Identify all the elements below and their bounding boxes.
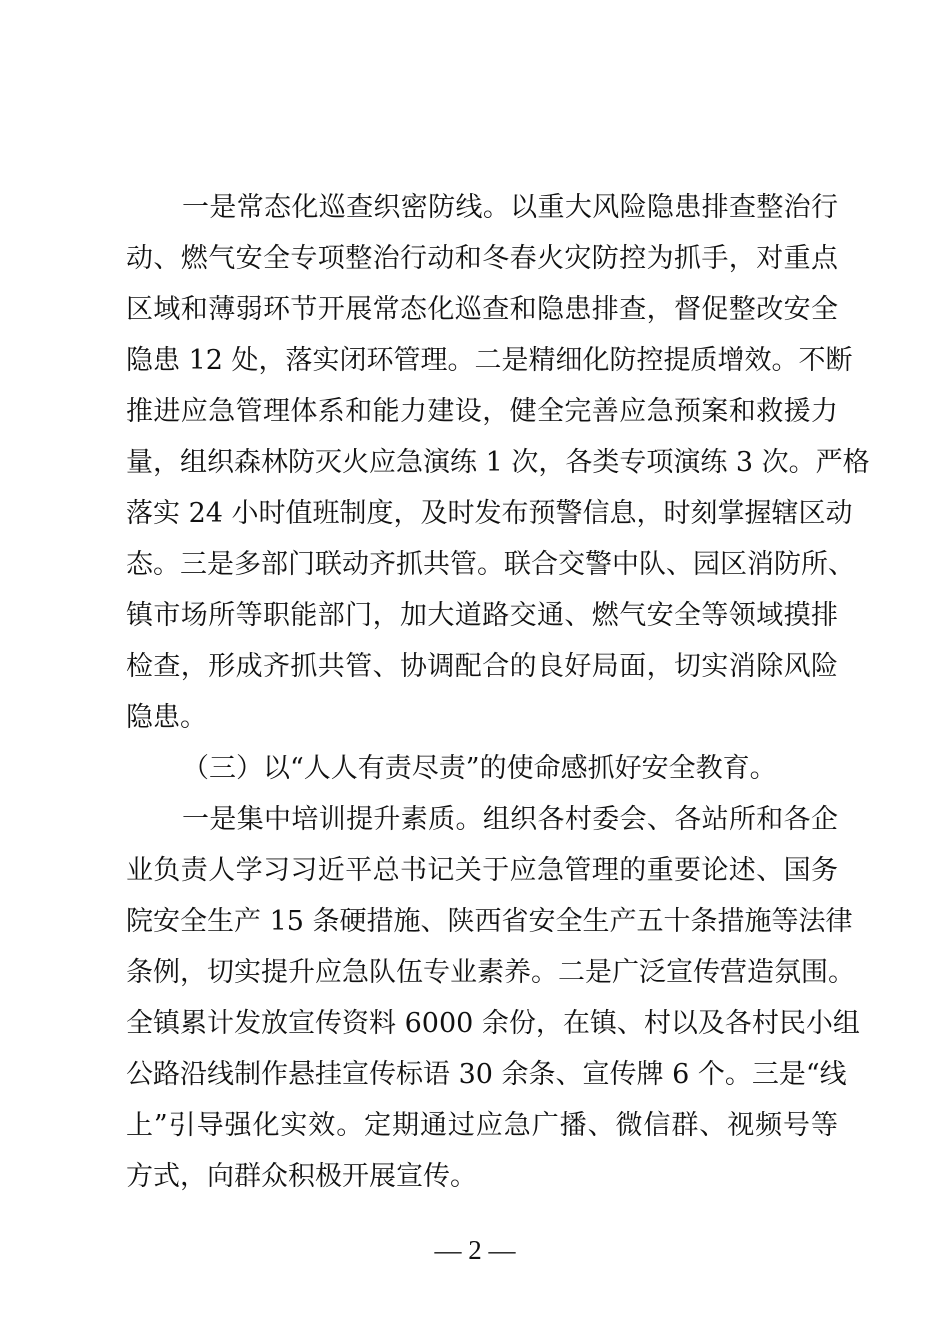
paragraph-2-line: 条例，切实提升应急队伍专业素养。二是广泛宣传营造氛围。	[126, 957, 855, 988]
paragraph-2-line: 一是集中培训提升素质。组织各村委会、各站所和各企	[182, 804, 838, 835]
paragraph-1-line: 隐患。	[126, 702, 207, 733]
paragraph-2-line: 业负责人学习习近平总书记关于应急管理的重要论述、国务	[126, 855, 838, 886]
paragraph-1-line: 落实 24 小时值班制度，及时发布预警信息，时刻掌握辖区动	[126, 498, 853, 529]
paragraph-1-line: 量，组织森林防灭火应急演练 1 次，各类专项演练 3 次。严格	[126, 447, 870, 478]
paragraph-1-line: 一是常态化巡查织密防线。以重大风险隐患排查整治行	[182, 192, 838, 223]
paragraph-1-line: 区域和薄弱环节开展常态化巡查和隐患排查，督促整改安全	[126, 294, 838, 325]
paragraph-2-line: 上”引导强化实效。定期通过应急广播、微信群、视频号等	[126, 1110, 838, 1141]
page-number: — 2 —	[434, 1235, 516, 1265]
paragraph-1-line: 态。三是多部门联动齐抓共管。联合交警中队、园区消防所、	[126, 549, 855, 580]
paragraph-1-line: 检查，形成齐抓共管、协调配合的良好局面，切实消除风险	[126, 651, 838, 682]
paragraph-1-line: 隐患 12 处，落实闭环管理。二是精细化防控提质增效。不断	[126, 345, 853, 376]
paragraph-1-line: 动、燃气安全专项整治行动和冬春火灾防控为抓手，对重点	[126, 243, 838, 274]
paragraph-2-line: 院安全生产 15 条硬措施、陕西省安全生产五十条措施等法律	[126, 906, 853, 937]
paragraph-2-line: 方式，向群众积极开展宣传。	[126, 1161, 477, 1192]
paragraph-2-line: 全镇累计发放宣传资料 6000 余份，在镇、村以及各村民小组	[126, 1008, 860, 1039]
paragraph-1-line: 推进应急管理体系和能力建设，健全完善应急预案和救援力	[126, 396, 838, 427]
paragraph-2-line: 公路沿线制作悬挂宣传标语 30 余条、宣传牌 6 个。三是“线	[126, 1059, 847, 1090]
paragraph-1-line: 镇市场所等职能部门，加大道路交通、燃气安全等领域摸排	[126, 600, 838, 631]
section-heading-3: （三）以“人人有责尽责”的使命感抓好安全教育。	[182, 753, 777, 784]
